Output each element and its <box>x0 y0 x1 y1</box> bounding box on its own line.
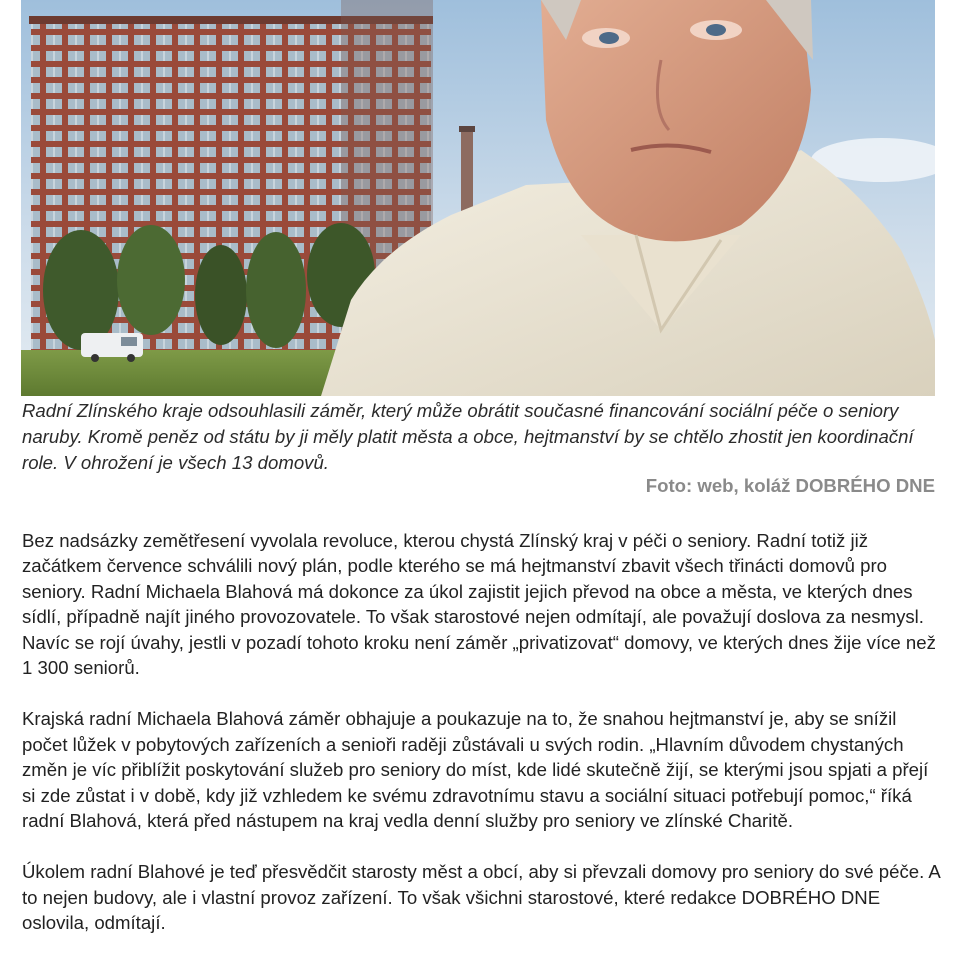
paragraph: Bez nadsázky zemětřesení vyvolala revoluce, kterou chystá Zlínský kraj v péči o seniory. Radní totiž již začátkem července schválili nový plán, podle kterého se má hejtmanství zbavit všech třinácti domovů pro seniory. Radní Michaela Blahová má dokonce za úkol zajistit jejich převod na obce a města, ve kterých dnes sídlí, případně najít jiného provozovatele. To však starostové nejen odmítají, ale považují doslova za nesmysl. Navíc se rojí úvahy, jestli v pozadí tohoto kroku není záměr „privatizovat“ domovy, ve kterých dnes žije více než 1 300 seniorů. <box>22 530 936 679</box>
photo-collage <box>21 0 935 396</box>
paragraph: Úkolem radní Blahové je teď přesvědčit starosty měst a obcí, aby si převzali domovy pro seniory do své péče. A to nejen budovy, ale i vlastní provoz zařízení. To však všichni starostové, které redakce DOBRÉHO DNE oslovila, odmítají. <box>22 861 940 934</box>
photo-caption: Radní Zlínského kraje odsouhlasili záměr, který může obrátit současné financování sociální péče o seniory naruby. Kromě peněz od státu by ji měly platit města a obce, hejtmanství by se chtělo zhostit jen koordinační role. V ohrožení je všech 13 domovů. <box>22 400 914 473</box>
lawn <box>21 350 361 396</box>
chimney <box>459 126 475 220</box>
paragraph: Krajská radní Michaela Blahová záměr obhajuje a poukazuje na to, že snahou hejtmanství je, aby se snížil počet lůžek v pobytových zařízeních a senioři raději zůstávali u svých rodin. „Hlavním důvodem chystaných změn je víc přiblížit poskytování služeb pro seniory do míst, kde lidé skutečně žijí, se kterými jsou spjati a přejí si zde zůstat i v době, kdy již vzhledem ke svému zdravotnímu stavu a sociální situaci potřebují pomoc,“ říká radní Blahová, která před nástupem na kraj vedla denní služby pro seniory ve zlínské Charitě. <box>22 708 929 832</box>
article-body <box>22 528 942 962</box>
photo-credit: Foto: web, koláž DOBRÉHO DNE <box>645 475 935 496</box>
article-photo <box>21 0 935 396</box>
